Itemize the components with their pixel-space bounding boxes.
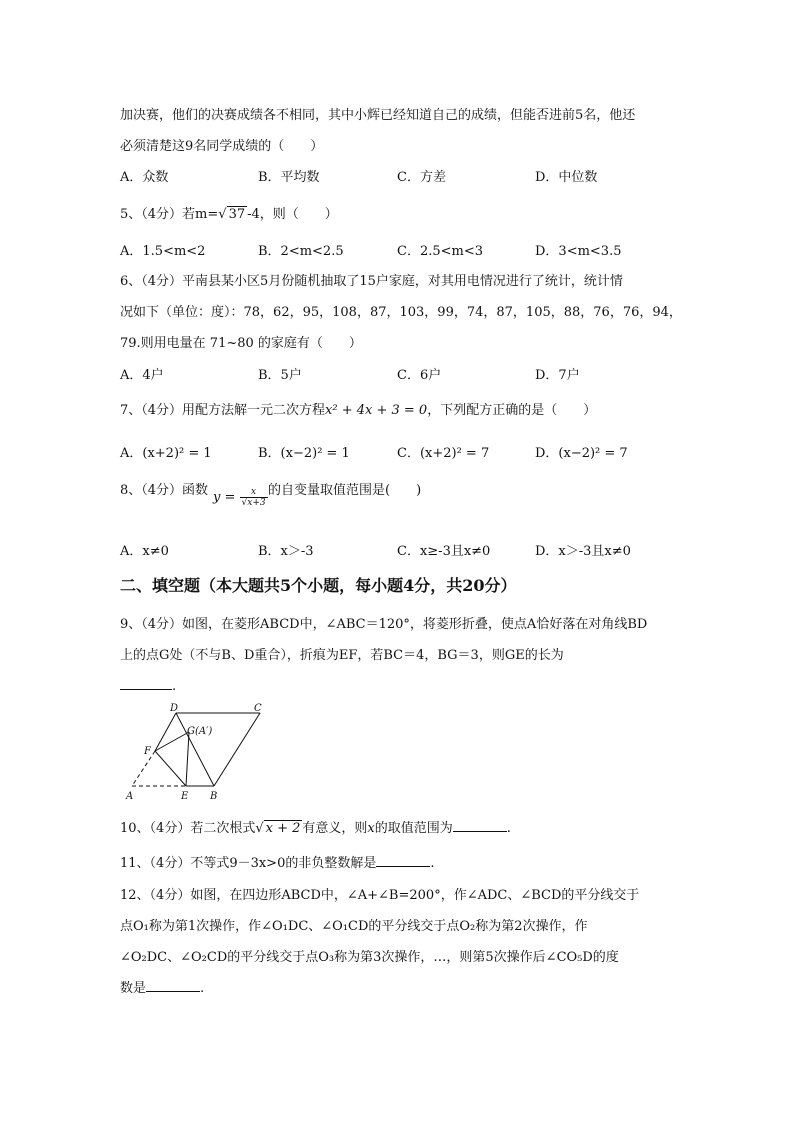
q6-option-c: C．6户 [397,368,442,383]
q7-option-c: C．(x+2)² = 7 [397,446,490,461]
q8-fraction [240,487,268,508]
label-d: D [170,703,179,714]
q7-option-b: B．(x−2)² = 1 [258,446,350,461]
edge-cb [214,713,260,786]
q4-line1: 加决赛，他们的决赛成绩各不相同，其中小辉已经知道自己的成绩，但能否进前5名，他还 [120,108,636,123]
segment-ge [186,732,189,786]
q12-answer-blank[interactable] [146,979,200,992]
q11-stem [120,852,435,871]
q10-prefix: 10、（4分）若二次根式 [120,821,256,836]
q7-option-d: D．(x−2)² = 7 [535,446,628,461]
q4-option-b: B．平均数 [258,170,320,185]
q12-line1: 12、（4分）如图，在四边形ABCD中，∠A+∠B=200°，作∠ADC、∠BCD的平分线交于 [120,888,640,903]
q10-stem [120,817,511,836]
section-heading: 二、填空题（本大题共5个小题，每小题4分，共20分） [120,576,517,595]
q10-suffix-b: 的取值范围为 [374,821,453,836]
q10-sqrt-sign: √ [255,821,264,836]
label-f: F [144,746,151,757]
q10-end: . [506,821,511,836]
q10-var: x [367,821,375,836]
label-a: A [126,791,134,802]
q5-stem [120,203,338,222]
q6-option-b: B．5户 [258,368,302,383]
diagonal-db [176,713,214,786]
q8-func-lhs: y = [213,490,236,505]
q11-end: . [430,856,435,871]
q12-line2: 点O₁称为第1次操作，作∠O₁DC、∠O₁CD的平分线交于点O₂称为第2次操作，作 [120,919,588,934]
q7-stem [120,399,596,418]
q12-line3: ∠O₂DC、∠O₂CD的平分线交于点O₃称为第3次操作，…，则第5次操作后∠CO₅D的度 [120,950,619,965]
q6-option-d: D．7户 [535,368,580,383]
label-g: G(A′) [187,726,213,737]
q8-option-a: A．x≠0 [120,544,169,559]
q5-option-c: C．2.5<m<3 [397,244,484,259]
label-b: B [210,791,218,802]
q9-line1: 9、（4分）如图，在菱形ABCD中，∠ABC＝120°，将菱形折叠，使点A恰好落在对角线BD [120,617,648,632]
q11-text: 11、（4分）不等式9－3x>0的非负整数解是 [120,856,377,871]
q5-tail: -4，则（ ） [247,207,338,222]
q8-option-d: D．x＞-3且x≠0 [535,544,631,559]
rhombus-figure [118,700,278,804]
q9-line3 [120,677,176,694]
q7-suffix: ，下列配方正确的是（ ） [427,403,597,418]
q12-line4-prefix: 数是 [120,981,147,996]
q10-suffix-a: 有意义，则 [302,821,368,836]
q7-option-a: A．(x+2)² = 1 [120,446,212,461]
label-c: C [254,703,262,714]
q5-radicand: 37 [228,207,246,222]
q5-option-d: D．3<m<3.5 [535,244,622,259]
q6-line3: 79.则用电量在 71~80 的家庭有（ ） [120,336,362,351]
q7-prefix: 7、（4分）用配方法解一元二次方程 [120,403,326,418]
q7-equation: x² + 4x + 3 = 0 [325,403,428,418]
q6-line1: 6、（4分）平南县某小区5月份随机抽取了15户家庭，对其用电情况进行了统计，统计情 [120,274,623,289]
q4-option-a: A．众数 [120,170,169,185]
q8-suffix: 的自变量取值范围是( ) [268,483,422,498]
q10-answer-blank[interactable] [453,819,507,832]
q11-answer-blank[interactable] [376,854,430,867]
q10-radicand: x + 2 [265,821,301,836]
q6-line2: 况如下（单位：度）：78，62，95，108，87，103，99，74，87，105，88，76，76，94， [120,305,682,320]
q8-function [213,487,268,508]
q8-func-den: √x+3 [241,498,266,508]
q12-line4 [120,977,204,996]
q9-answer-blank[interactable] [120,677,172,690]
q4-option-d: D．中位数 [535,170,598,185]
q4-line2: 必须清楚这9名同学成绩的（ ） [120,139,324,154]
q9-line2: 上的点G处（不与B、D重合），折痕为EF，若BC＝4，BG＝3，则GE的长为 [120,648,564,663]
q5-sqrt-sign: √ [218,207,227,222]
q5-lhs: m= [195,207,219,222]
fold-line-fe [155,751,186,786]
q9-end: . [172,679,177,694]
label-e: E [181,791,189,802]
q5-option-a: A．1.5<m<2 [120,244,206,259]
q12-end: . [200,981,205,996]
q8-option-c: C．x≥-3且x≠0 [397,544,491,559]
q5-prefix: 5、（4分）若 [120,207,196,222]
q8-prefix: 8、（4分）函数 [120,483,209,498]
q4-option-c: C．方差 [397,170,446,185]
q6-option-a: A．4户 [120,368,164,383]
q8-option-b: B．x＞-3 [258,544,314,559]
q5-option-b: B．2<m<2.5 [258,244,344,259]
q8-func-num: x [240,487,268,498]
